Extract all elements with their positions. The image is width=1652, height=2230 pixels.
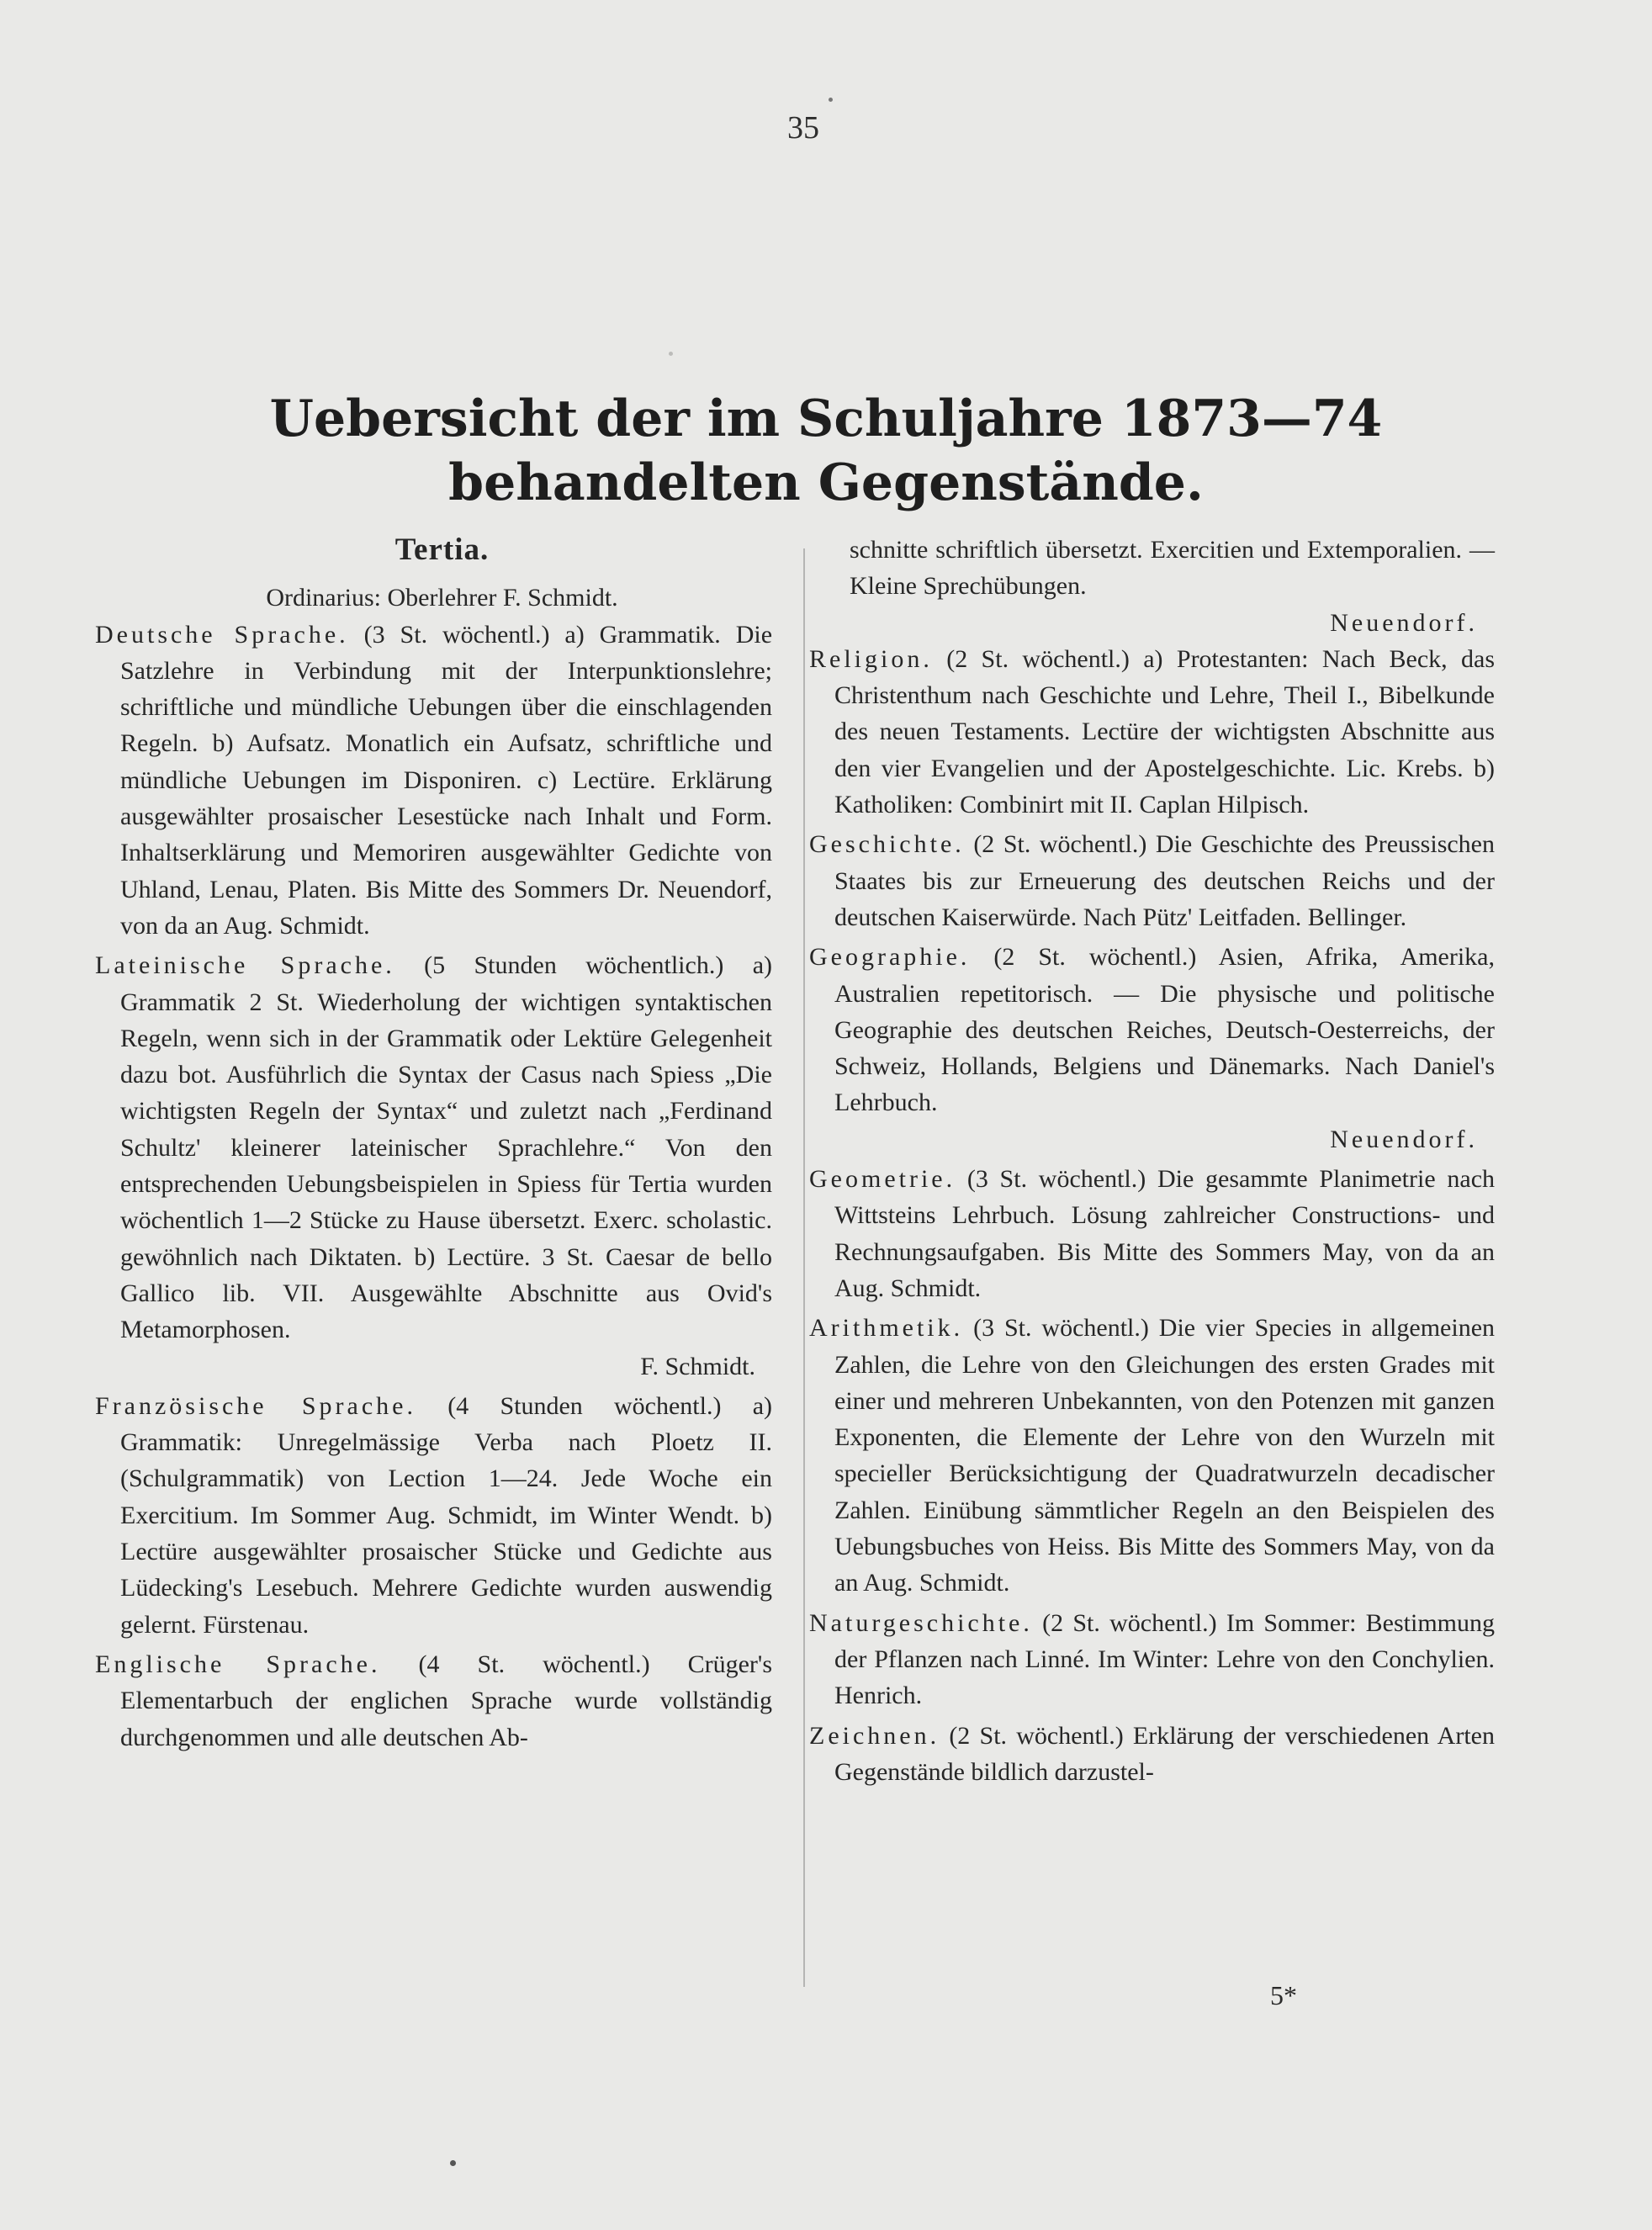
subject-entry (95, 1388, 772, 1643)
subject-entry (809, 1310, 1495, 1601)
subject-entry (95, 1646, 772, 1756)
paper-speck (829, 98, 833, 102)
subject-name: Religion. (809, 644, 933, 673)
subject-entry (809, 1161, 1495, 1306)
subject-text: (3 St. wöchentl.) Die gesammte Planimetrie nach Wittsteins Lehrbuch. Lösung zahlreicher Constructions- und Rechnungsaufgaben. Bis Mitte des Sommers May, von da an Aug. Schmidt. (834, 1165, 1496, 1302)
ordinarius-line: Ordinarius: Oberlehrer F. Schmidt. (266, 584, 618, 612)
subject-name: Arithmetik. (809, 1314, 964, 1343)
right-column (809, 532, 1495, 1790)
subject-entry (95, 947, 772, 1348)
left-column (95, 532, 772, 1756)
paper-speck (669, 352, 673, 356)
subject-name: Geschichte. (809, 830, 965, 859)
subject-name: Naturgeschichte. (809, 1608, 1033, 1637)
subject-text: (4 St. wöchentl.) Crüger's Elementarbuch der englichen Sprache wurde vollständig durchgenommen und alle deutschen Ab- (120, 1650, 772, 1751)
subject-signature: F. Schmidt. (640, 1352, 755, 1380)
subject-name: Geometrie. (809, 1165, 956, 1194)
subject-entry (95, 617, 772, 945)
subject-entry (809, 1718, 1495, 1791)
subject-entry (809, 641, 1495, 823)
subject-text: (2 St. wöchentl.) Asien, Afrika, Amerika, Australien repetitorisch. — Die physische und politische Geographie des deutschen Reiches, Deutsch-Oesterreichs, der Schweiz, Hollands, Belgiens und Dänemarks. Nach Daniel's Lehrbuch. (834, 943, 1495, 1117)
signature-mark: 5* (1270, 1980, 1297, 2010)
paper-speck (450, 2160, 456, 2166)
page-number: 35 (787, 110, 819, 146)
subject-name: Lateinische Sprache. (95, 951, 395, 980)
subject-name: Zeichnen. (809, 1721, 940, 1750)
subject-entry (809, 939, 1495, 1120)
column-divider (803, 548, 805, 1987)
subject-entry (809, 532, 1495, 605)
subject-entry (809, 826, 1495, 935)
subject-signature: Neuendorf. (1330, 608, 1478, 637)
subject-text: (3 St. wöchentl.) a) Grammatik. Die Satzlehre in Verbindung mit der Interpunktionslehre; schriftliche und mündliche Uebungen über die einschlagenden Regeln. b) Aufsatz. Monatlich ein Aufsatz, schriftliche und mündliche Uebungen im Disponiren. c) Lectüre. Erklärung ausgewählter prosaischer Lesestücke nach Inhalt und Form. Inhaltserklärung und Memoriren ausgewählter Gedichte von Uhland, Lenau, Platen. Bis Mitte des Sommers Dr. Neuendorf, von da an Aug. Schmidt. (120, 620, 773, 940)
subject-text: (5 Stunden wöchentlich.) a) Grammatik 2 St. Wiederholung der wichtigen syntaktischen Regeln, wenn sich in der Grammatik oder Lektüre Gelegenheit dazu bot. Ausführlich die Syntax der Casus nach Spiess „Die wichtigsten Regeln der Syntax“ und zuletzt nach „Ferdinand Schultz' kleinerer lateinischer Sprachlehre.“ Von den entsprechenden Uebungsbeispielen in Spiess für Tertia wurden wöchentlich 1—2 Stücke zu Hause übersetzt. Exerc. scholastic. gewöhnlich nach Diktaten. b) Lectüre. 3 St. Caesar de bello Gallico lib. VII. Ausgewählte Abschnitte aus Ovid's Metamorphosen. (120, 951, 772, 1344)
subject-text: schnitte schriftlich übersetzt. Exercitien und Extemporalien. — Kleine Sprechübungen. (850, 536, 1495, 601)
subject-text: (2 St. wöchentl.) Erklärung der verschiedenen Arten Gegenstände bildlich darzustel- (834, 1721, 1495, 1786)
subject-name: Geographie. (809, 943, 971, 972)
subject-signature: Neuendorf. (1330, 1125, 1478, 1153)
subject-name: Englische Sprache. (95, 1650, 381, 1678)
subject-text: (2 St. wöchentl.) Im Sommer: Bestimmung der Pflanzen nach Linné. Im Winter: Lehre von den Conchylien. Henrich. (834, 1608, 1495, 1710)
subject-text: (2 St. wöchentl.) a) Protestanten: Nach Beck, das Christenthum nach Geschichte und Lehre, Theil I., Bibelkunde des neuen Testaments. Lectüre der wichtigsten Abschnitte aus den vier Evangelien und der Apostelgeschichte. Lic. Krebs. b) Katholiken: Combinirt mit II. Caplan Hilpisch. (834, 644, 1495, 819)
subject-name: Französische Sprache. (95, 1391, 416, 1420)
subject-text: (3 St. wöchentl.) Die vier Species in allgemeinen Zahlen, die Lehre von den Gleichungen des ersten Grades mit einer und mehreren Unbekannten, von den Potenzen mit ganzen Exponenten, die Elemente der Lehre von den Wurzeln mit specieller Berücksichtigung der Quadratwurzeln decadischer Zahlen. Einübung sämmtlicher Regeln an den Beispielen des Uebungsbuches von Heiss. Bis Mitte des Sommers May, von da an Aug. Schmidt. (834, 1314, 1496, 1597)
subject-text: (4 Stunden wöchentl.) a) Grammatik: Unregelmässige Verba nach Ploetz II. (Schulgrammatik) von Lection 1—24. Jede Woche ein Exercitium. Im Sommer Aug. Schmidt, im Winter Wendt. b) Lectüre ausgewählter prosaischer Stücke und Gedichte aus Lüdecking's Lesebuch. Mehrere Gedichte wurden auswendig gelernt. Fürstenau. (120, 1391, 772, 1639)
subject-name: Deutsche Sprache. (95, 620, 349, 649)
subject-text: (2 St. wöchentl.) Die Geschichte des Preussischen Staates bis zur Erneuerung des deutschen Reichs und der deutschen Kaiserwürde. Nach Pütz' Leitfaden. Bellinger. (834, 830, 1495, 931)
page-title: Uebersicht der im Schuljahre 1873—74 behandelten Gegenstände. (269, 389, 1383, 512)
class-heading: Tertia. (394, 532, 490, 567)
subject-entry (809, 1605, 1495, 1714)
